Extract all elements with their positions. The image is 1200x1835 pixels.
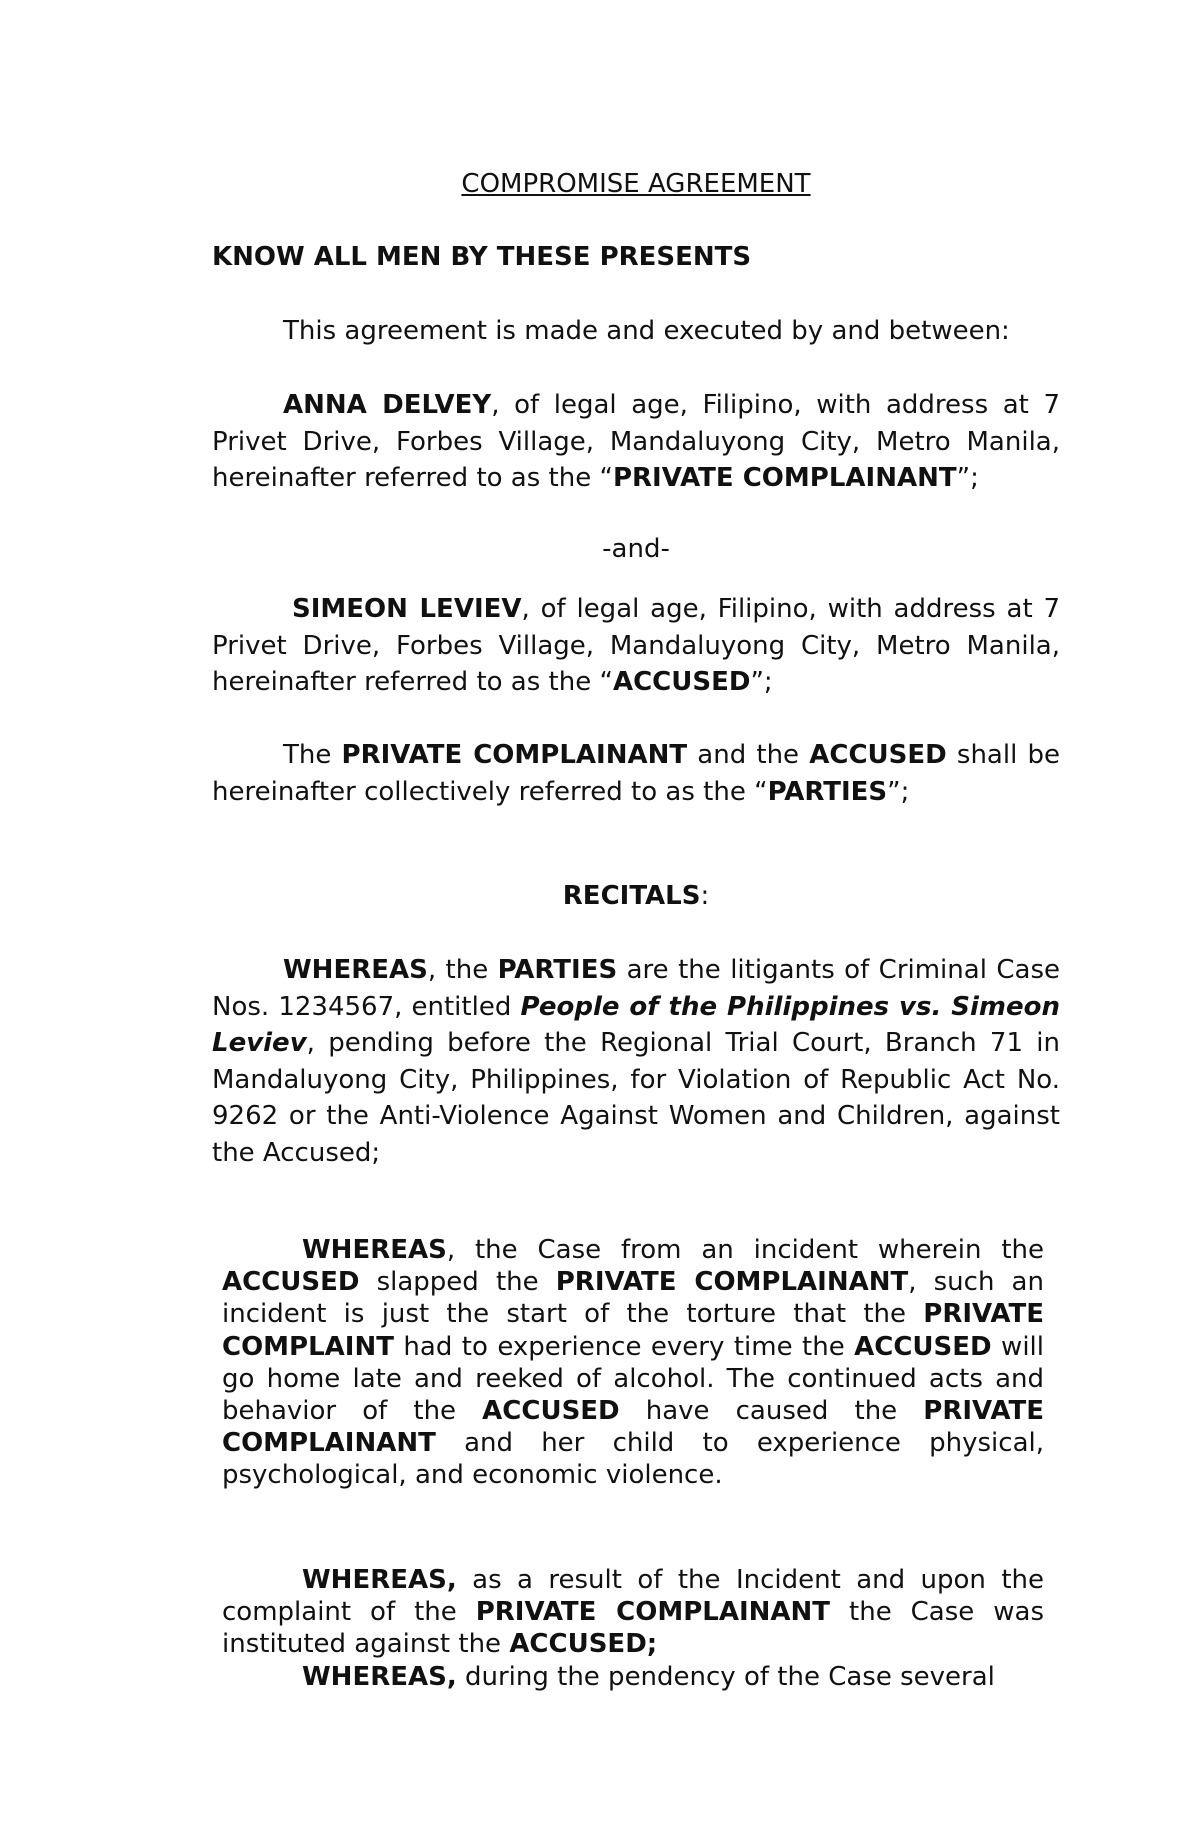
document-title: COMPROMISE AGREEMENT [461,169,811,199]
party-complainant-paragraph: ANNA DELVEY, of legal age, Filipino, with address at 7 Privet Drive, Forbes Village, Mandaluyong City, Metro Manila, hereinafter referred to as the “PRIVATE COMPLAINANT”; [212,390,1061,494]
whereas-paragraph-2: WHEREAS, the Case from an incident wherein the ACCUSED slapped the PRIVATE COMPLAINANT, such an incident is just the start of the torture that the PRIVATE COMPLAINT had to experience every time the ACCUSED will go home late and reeked of alcohol. The continued acts and behavior of the ACCUSED have caused the PRIVATE COMPLAINANT and her child to experience physical, psychological, and economic violence. [222,1235,1044,1491]
recitals-heading: RECITALS: [562,881,710,911]
party-accused-paragraph: SIMEON LEVIEV, of legal age, Filipino, with address at 7 Privet Drive, Forbes Village, Mandaluyong City, Metro Manila, hereinafter referred to as the “ACCUSED”; [212,594,1060,698]
whereas-paragraph-4: WHEREAS, during the pendency of the Case several [302,1662,995,1692]
complainant-name: ANNA DELVEY [283,390,492,420]
whereas-paragraph-3: WHEREAS, as a result of the Incident and upon the complaint of the PRIVATE COMPLAINANT the Case was instituted against the ACCUSED; [222,1565,1044,1660]
case-title: People of the Philippines vs. Simeon Leviev [212,991,1060,1059]
opening-clause: KNOW ALL MEN BY THESE PRESENTS [212,242,752,272]
accused-name: SIMEON LEVIEV [292,594,522,624]
and-separator: -and- [602,534,670,564]
intro-paragraph: This agreement is made and executed by and between: [283,316,1010,346]
collective-definition-paragraph: The PRIVATE COMPLAINANT and the ACCUSED shall be hereinafter collectively referred to as the “PARTIES”; [212,740,1060,807]
whereas-paragraph-1: WHEREAS, the PARTIES are the litigants of Criminal Case Nos. 1234567, entitled People of the Philippines vs. Simeon Leviev, pending before the Regional Trial Court, Branch 71 in Mandaluyong City, Philippines, for Violation of Republic Act No. 9262 or the Anti-Violence Against Women and Children, against the Accused; [212,955,1060,1168]
